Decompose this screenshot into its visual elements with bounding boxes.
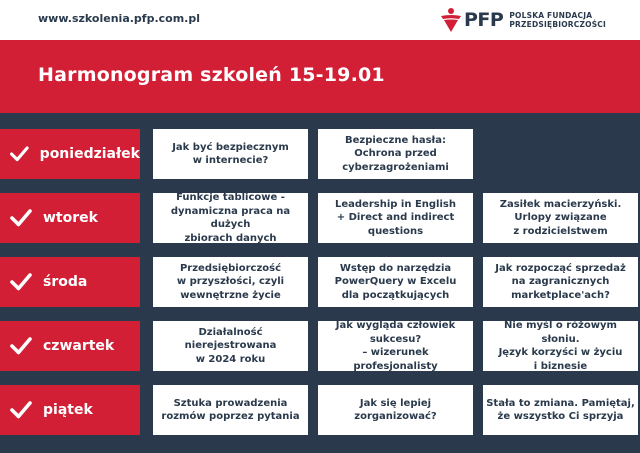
session-cell [153,257,308,307]
session-text: Jak być bezpiecznym w internecie? [172,141,289,166]
session-text: Funkcje tablicowe - dynamiczna praca na dużych zbiorach danych [170,192,291,244]
session-cell [318,193,473,243]
check-icon [9,334,33,358]
day-label: czwartek [43,338,115,354]
day-label-box [0,193,140,243]
day-label-box [0,129,140,179]
session-text: Przedsiębiorczość w przyszłości, czyli wewnętrzne życie [176,262,285,301]
session-cell [153,129,308,179]
session-cell [483,257,638,307]
check-icon [9,270,33,294]
schedule-row [0,193,640,243]
session-cell [483,193,638,243]
check-icon [9,206,33,230]
logo-sub-line1: POLSKA FUNDACJA [509,11,593,20]
session-cell [153,385,308,435]
schedule-row [0,257,640,307]
logo-text: PFP [464,9,504,31]
day-label: wtorek [43,210,98,226]
session-cell [483,385,638,435]
day-label: piątek [43,402,93,418]
session-text: Jak wygląda człowiek sukcesu? – wizerunek profesjonalisty [335,320,456,372]
session-text: Jak rozpocząć sprzedaż na zagranicznych marketplace'ach? [495,262,626,301]
session-text: Wstęp do narzędzia PowerQuery w Excelu dla początkujących [334,262,457,301]
session-text: Zasiłek macierzyński. Urlopy związane z rodzicielstwem [499,198,622,237]
schedule-row [0,321,640,371]
check-icon [9,142,30,166]
session-cell [318,321,473,371]
session-cell [318,129,473,179]
day-label: poniedziałek [39,146,140,162]
session-text: Sztuka prowadzenia rozmów poprzez pytania [161,397,300,422]
session-text: Działalność nierejestrowana w 2024 roku [184,326,277,365]
logo-subtitle [509,11,606,29]
pfp-logo-icon [440,7,462,33]
logo-sub-line2: PRZEDSIĘBIORCZOŚCI [509,20,606,29]
pfp-logo [440,6,606,34]
session-cell [153,193,308,243]
check-icon [9,398,33,422]
day-label-box [0,385,140,435]
schedule-row [0,385,640,435]
session-text: Nie myśl o różowym słoniu. Język korzyści w życiu i biznesie [498,320,623,372]
session-text: Jak się lepiej zorganizować? [354,397,437,422]
session-text: Stała to zmiana. Pamiętaj, że wszystko Ci sprzyja [486,397,635,422]
page-title: Harmonogram szkoleń 15-19.01 [38,64,385,86]
day-label-box [0,257,140,307]
day-label-box [0,321,140,371]
session-cell [318,385,473,435]
session-cell [483,321,638,371]
header-bar [0,0,640,40]
day-label: środa [43,274,88,290]
session-text: Leadership in English + Direct and indirect questions [335,198,456,237]
website-url[interactable]: www.szkolenia.pfp.com.pl [38,12,200,25]
session-text: Bezpieczne hasła: Ochrona przed cyberzagrożeniami [342,134,449,173]
session-cell [153,321,308,371]
schedule-row [0,129,640,179]
session-cell [318,257,473,307]
